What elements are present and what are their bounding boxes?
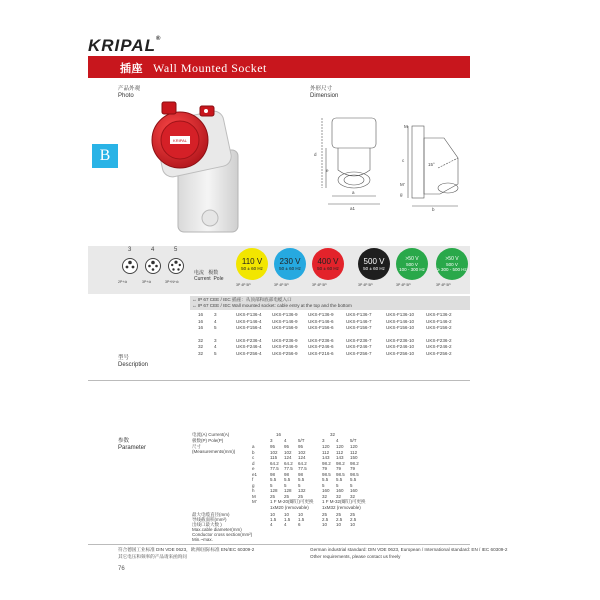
footer-cn-2: 其它电压和频率的产品请来函询问 bbox=[118, 554, 187, 559]
param-key: g bbox=[252, 482, 255, 488]
code-pole: 5 bbox=[214, 350, 217, 356]
dim-letter-m-prime: M' bbox=[400, 182, 405, 187]
param-key: e1 bbox=[252, 471, 258, 477]
param-cell: 120 bbox=[336, 444, 344, 449]
param-cell: 77.5 bbox=[270, 466, 279, 471]
code-current: 16 bbox=[198, 312, 204, 317]
footer-en-1: German industrial standard: DIN VDE 0623, European / International standard: EN / IEC 60309-2 bbox=[310, 547, 508, 552]
param-cell: 115 bbox=[270, 455, 278, 460]
code-cell: UKS-F146-7 bbox=[346, 318, 372, 324]
dim-letter-c: c bbox=[402, 158, 405, 163]
code-cell: UKS-F236-2 bbox=[426, 337, 452, 343]
pattern-label-3: 3P 4P 5P bbox=[312, 283, 327, 287]
param-cell: 98.5 bbox=[350, 471, 359, 477]
param-cell: 25 bbox=[298, 493, 304, 499]
param-cell: 79 bbox=[336, 466, 342, 471]
param-extra-cell: 10 bbox=[270, 512, 276, 517]
code-current: 32 bbox=[198, 350, 204, 356]
param-cell: 120 bbox=[322, 444, 330, 449]
param-extra-label: Max.cable diameter(mm) bbox=[192, 527, 242, 532]
code-pole: 4 bbox=[214, 318, 217, 324]
param-cell: 143 bbox=[336, 455, 344, 460]
code-row bbox=[190, 351, 470, 357]
code-cell: UKS-F156-4 bbox=[236, 325, 262, 330]
code-cell: UKS-F146-4 bbox=[236, 318, 262, 324]
param-extra-cell: 2.5 bbox=[336, 517, 343, 522]
pin-sub-5: 3P+N+⊜ bbox=[165, 280, 179, 284]
param-dims-en: (Measurements(mm)) bbox=[192, 449, 236, 454]
param-cell: 128 bbox=[270, 488, 278, 493]
param-cell: 98 bbox=[270, 471, 276, 477]
voltage-badge-230v: 230 V 50 ± 60 Hz bbox=[274, 248, 306, 280]
param-cell: 25 bbox=[284, 493, 290, 499]
wall-socket-photo bbox=[140, 100, 250, 240]
param-cell: 102 bbox=[284, 449, 292, 455]
pattern-label-4: 3P 4P 5P bbox=[358, 283, 373, 287]
code-cell: UKS-F216-6 bbox=[308, 350, 334, 356]
param-cell: 5 bbox=[284, 482, 287, 488]
pin-sub-3: 2P+⊜ bbox=[118, 280, 128, 284]
param-extra-label: Conductor cross section(mm²) bbox=[192, 532, 253, 537]
code-current: 32 bbox=[198, 337, 204, 343]
brand-logo: KRIPAL® bbox=[88, 36, 162, 55]
code-cell: UKS-F246-9 bbox=[272, 344, 298, 349]
code-cell: UKS-F136-9 bbox=[272, 312, 298, 317]
pattern-label-1: 3P 4P 5P bbox=[236, 283, 251, 287]
photo-label: 产品外观 Photo bbox=[118, 86, 141, 99]
param-cell: 77.5 bbox=[298, 466, 307, 471]
code-cell: UKS-F156-2 bbox=[426, 325, 452, 330]
code-current: 32 bbox=[198, 344, 204, 349]
code-pole: 4 bbox=[214, 344, 217, 349]
param-pole-cell: 4 bbox=[336, 438, 339, 443]
param-cell: 32 bbox=[350, 493, 356, 499]
param-cell: 160 bbox=[322, 488, 330, 493]
param-cell: 160 bbox=[350, 488, 358, 493]
pattern-label-2: 3P 4P 5P bbox=[274, 283, 289, 287]
code-cell: UKS-F236-6 bbox=[308, 337, 334, 343]
param-cell: 95 bbox=[284, 444, 290, 449]
param-extra-cell: 6 bbox=[298, 522, 301, 527]
code-cell: UKS-F136-7 bbox=[346, 312, 372, 317]
param-cell: 112 bbox=[322, 449, 330, 455]
page-number: 76 bbox=[118, 566, 125, 572]
pin-sub-4: 3P+⊜ bbox=[142, 280, 152, 284]
parameter-label: 参数 Parameter bbox=[118, 438, 147, 451]
voltage-badge-500v-100-300hz: >50 V 500 V 100 - 300 Hz bbox=[396, 248, 428, 280]
description-label: 型号 Description bbox=[118, 355, 149, 368]
code-cell: UKS-F146-10 bbox=[386, 318, 415, 324]
code-cell: UKS-F236-4 bbox=[236, 337, 262, 343]
code-cell: UKS-F156-10 bbox=[386, 325, 415, 330]
voltage-badge-500v-300-500hz: >50 V 500 V ≥ 300 - 500 Hz bbox=[436, 248, 468, 280]
code-current: 16 bbox=[198, 318, 204, 324]
param-cell: 1xM32 (removable) bbox=[322, 504, 361, 510]
code-row bbox=[190, 344, 470, 350]
param-extra-cell: 10 bbox=[322, 522, 328, 527]
param-group-32: 32 bbox=[330, 432, 336, 437]
param-cell: 98.2 bbox=[350, 460, 359, 466]
param-cell: 32 bbox=[322, 493, 328, 499]
param-key: b bbox=[252, 449, 255, 455]
current-pole-header: 电流 极数 Current Pole bbox=[194, 270, 224, 282]
code-cell: UKS-F256-9 bbox=[272, 350, 298, 356]
code-pole: 5 bbox=[214, 325, 217, 330]
code-cell: UKS-F246-7 bbox=[346, 344, 372, 349]
code-row bbox=[190, 338, 470, 344]
code-current: 16 bbox=[198, 325, 204, 330]
param-key: f bbox=[252, 477, 254, 482]
code-cell: UKS-F246-2 bbox=[426, 344, 452, 349]
param-extra-cell: 1.5 bbox=[270, 517, 277, 522]
pin-label-3: 3 bbox=[128, 247, 132, 253]
param-pole-cell: 3 bbox=[322, 438, 325, 443]
code-cell: UKS-F246-10 bbox=[386, 344, 415, 349]
param-cell: 1xM20 (removable) bbox=[270, 504, 309, 510]
code-row bbox=[190, 325, 470, 331]
param-group-16: 16 bbox=[276, 432, 282, 437]
svg-text:KRIPAL: KRIPAL bbox=[173, 138, 187, 143]
param-cell: 98 bbox=[298, 471, 304, 477]
pin-diagram-4p-icon bbox=[145, 258, 161, 274]
section-divider bbox=[88, 380, 470, 381]
param-cell: 98.5 bbox=[336, 471, 345, 477]
code-cell: UKS-F156-6 bbox=[308, 325, 334, 330]
param-cell: 95 bbox=[298, 444, 304, 449]
param-cell: 132 bbox=[298, 488, 306, 493]
code-cell: UKS-F236-10 bbox=[386, 337, 415, 343]
code-cell: UKS-F136-9 bbox=[308, 312, 334, 317]
param-cell: 79 bbox=[350, 466, 356, 471]
dim-letter-e: e bbox=[326, 168, 329, 173]
dim-letter-d: d bbox=[314, 152, 317, 157]
footer-cn-1: 符合德国工业标准 DIN VDE 0623，欧洲/国际标准 EN/IEC 60309-2 bbox=[118, 547, 255, 552]
param-cell: 5 bbox=[270, 482, 273, 488]
pin-diagram-3p-icon bbox=[122, 258, 138, 274]
pin-diagram-5p-icon bbox=[168, 258, 184, 274]
param-cell: 64.2 bbox=[298, 460, 307, 466]
dimension-label: 外形尺寸 Dimension bbox=[310, 86, 339, 99]
param-current-header: 电流(A) Current(A) bbox=[192, 432, 230, 437]
param-cell: 5.5 bbox=[270, 477, 277, 482]
param-cell: 5 bbox=[336, 482, 339, 488]
param-extra-cell: 2.5 bbox=[322, 517, 329, 522]
param-cell: 5 bbox=[322, 482, 325, 488]
code-cell: UKS-F156-9 bbox=[272, 325, 298, 330]
param-extra-cell: 25 bbox=[322, 512, 328, 517]
model-codes-table bbox=[190, 312, 470, 376]
param-cell: 77.5 bbox=[284, 466, 293, 471]
param-cell: 79 bbox=[322, 466, 328, 471]
param-pole-cell: 4 bbox=[284, 438, 287, 443]
param-extra-label: 最大电缆直径(mm) bbox=[192, 512, 230, 517]
param-cell: 102 bbox=[298, 449, 306, 455]
param-pole-cell: 5/T bbox=[350, 438, 357, 443]
param-cell: 5 bbox=[350, 482, 353, 488]
param-extra-cell: 4 bbox=[270, 522, 273, 527]
param-key: d bbox=[252, 460, 255, 466]
param-extra-cell: 1.5 bbox=[298, 517, 305, 522]
param-key: c bbox=[252, 455, 255, 460]
pattern-label-6: 3P 4P 5P bbox=[436, 283, 451, 287]
code-cell: UKS-F246-4 bbox=[236, 344, 262, 349]
param-extra-cell: 10 bbox=[298, 512, 304, 517]
param-extra-cell: 10 bbox=[350, 522, 356, 527]
param-cell: 5 bbox=[298, 482, 301, 488]
notes-band bbox=[190, 296, 470, 310]
param-extra-cell: 1.5 bbox=[284, 517, 291, 522]
param-cell: 64.2 bbox=[284, 460, 293, 466]
param-cell: 98.2 bbox=[336, 460, 345, 466]
code-row bbox=[190, 319, 470, 325]
param-cell: 98 bbox=[284, 471, 290, 477]
param-extra-cell: 25 bbox=[336, 512, 342, 517]
param-extra-cell: 10 bbox=[336, 522, 342, 527]
param-cell: 160 bbox=[336, 488, 344, 493]
dim-letter-a1: a1 bbox=[350, 206, 356, 211]
param-key: M bbox=[252, 493, 256, 499]
param-cell: 5.5 bbox=[298, 477, 305, 482]
param-cell: 95 bbox=[270, 444, 276, 449]
dim-letter-b: b bbox=[432, 207, 435, 212]
param-cell: 64.2 bbox=[270, 460, 279, 466]
param-extra-label: 导线截面积(mm²) bbox=[192, 517, 227, 522]
code-cell: UKS-F156-7 bbox=[346, 325, 372, 330]
param-cell: 124 bbox=[298, 455, 306, 460]
note-line-en: ↔ IP 67 CEE / IEC Wall mounted socket: cable entry at the top and the bottom bbox=[192, 303, 352, 308]
param-cell: 25 bbox=[270, 493, 276, 499]
param-cell: 112 bbox=[350, 449, 358, 455]
param-cell: 112 bbox=[336, 449, 344, 455]
dim-letter-a: a bbox=[352, 190, 355, 195]
param-key: h bbox=[252, 488, 255, 493]
code-cell: UKS-F146-2 bbox=[426, 318, 452, 324]
param-cell: 5.5 bbox=[350, 477, 357, 482]
code-cell: UKS-F136-2 bbox=[426, 312, 452, 317]
param-cell: 120 bbox=[350, 444, 358, 449]
param-cell: 5.5 bbox=[336, 477, 343, 482]
param-key: a bbox=[252, 444, 255, 449]
code-cell: UKS-F256-10 bbox=[386, 350, 415, 356]
param-cell: 32 bbox=[336, 493, 342, 499]
param-extra-cell: 4 bbox=[284, 522, 287, 527]
param-cell: 5.5 bbox=[322, 477, 329, 482]
param-cell: 98.5 bbox=[322, 471, 331, 477]
dim-letter-g: g bbox=[400, 192, 403, 197]
pattern-label-5: 3P 4P 5P bbox=[396, 283, 411, 287]
param-extra-label: 出线口最大数 ) bbox=[192, 522, 222, 527]
section-tab-b[interactable]: B bbox=[92, 144, 118, 168]
param-dims-cn: 尺寸 bbox=[192, 444, 201, 449]
param-cell: 143 bbox=[322, 455, 330, 460]
code-cell: UKS-F256-4 bbox=[236, 350, 262, 356]
code-cell: UKS-F146-6 bbox=[308, 318, 334, 324]
param-extra-cell: 2.5 bbox=[350, 517, 357, 522]
pin-label-5: 5 bbox=[174, 247, 178, 253]
param-extra-cell: 25 bbox=[350, 512, 356, 517]
code-cell: UKS-F136-10 bbox=[386, 312, 415, 317]
param-key: M' bbox=[252, 499, 257, 504]
param-cell: 124 bbox=[284, 455, 292, 460]
page-title: 插座 Wall Mounted Socket bbox=[120, 61, 267, 75]
param-extra-label: Min.~max. bbox=[192, 537, 213, 542]
code-pole: 3 bbox=[214, 312, 217, 317]
footer-en-2: Other requirements, please contact us freely bbox=[310, 554, 401, 559]
param-cell: 1 F M-20(螺钉)可更换 bbox=[270, 499, 314, 504]
note-line-cn: ↔ IP 67 CEE / IEC 插座：从顶部和底部电缆入口 bbox=[192, 297, 292, 302]
param-cell: 128 bbox=[284, 488, 292, 493]
code-pole: 3 bbox=[214, 337, 217, 343]
param-cell: 102 bbox=[270, 449, 278, 455]
param-pole-header: 极数(P) Pole(P) bbox=[192, 438, 224, 443]
parameter-table bbox=[190, 432, 365, 542]
param-cell: 1 F M-32(螺钉)可更换 bbox=[322, 499, 366, 504]
param-cell: 5.5 bbox=[284, 477, 291, 482]
voltage-badge-400v: 400 V 50 ± 60 Hz bbox=[312, 248, 344, 280]
dim-letter-angle: 15° bbox=[428, 162, 435, 167]
code-cell: UKS-F236-9 bbox=[272, 337, 298, 343]
dim-letter-m: M bbox=[404, 124, 408, 129]
pin-label-4: 4 bbox=[151, 247, 155, 253]
code-cell: UKS-F146-9 bbox=[272, 318, 298, 324]
voltage-badge-500v: 500 V 50 ± 60 Hz bbox=[358, 248, 390, 280]
code-row bbox=[190, 312, 470, 318]
param-key: e bbox=[252, 466, 255, 471]
param-extra-cell: 10 bbox=[284, 512, 290, 517]
param-pole-cell: 3 bbox=[270, 438, 273, 443]
code-cell: UKS-F256-7 bbox=[346, 350, 372, 356]
param-pole-cell: 5/T bbox=[298, 438, 305, 443]
code-cell: UKS-F246-6 bbox=[308, 344, 334, 349]
param-cell: 150 bbox=[350, 455, 358, 460]
footer-divider bbox=[88, 544, 470, 545]
dimension-drawing bbox=[312, 108, 477, 220]
voltage-badge-110v: 110 V 50 ± 60 Hz bbox=[236, 248, 268, 280]
code-cell: UKS-F236-7 bbox=[346, 337, 372, 343]
code-cell: UKS-F136-4 bbox=[236, 312, 262, 317]
param-cell: 98.2 bbox=[322, 460, 331, 466]
code-cell: UKS-F256-2 bbox=[426, 350, 452, 356]
